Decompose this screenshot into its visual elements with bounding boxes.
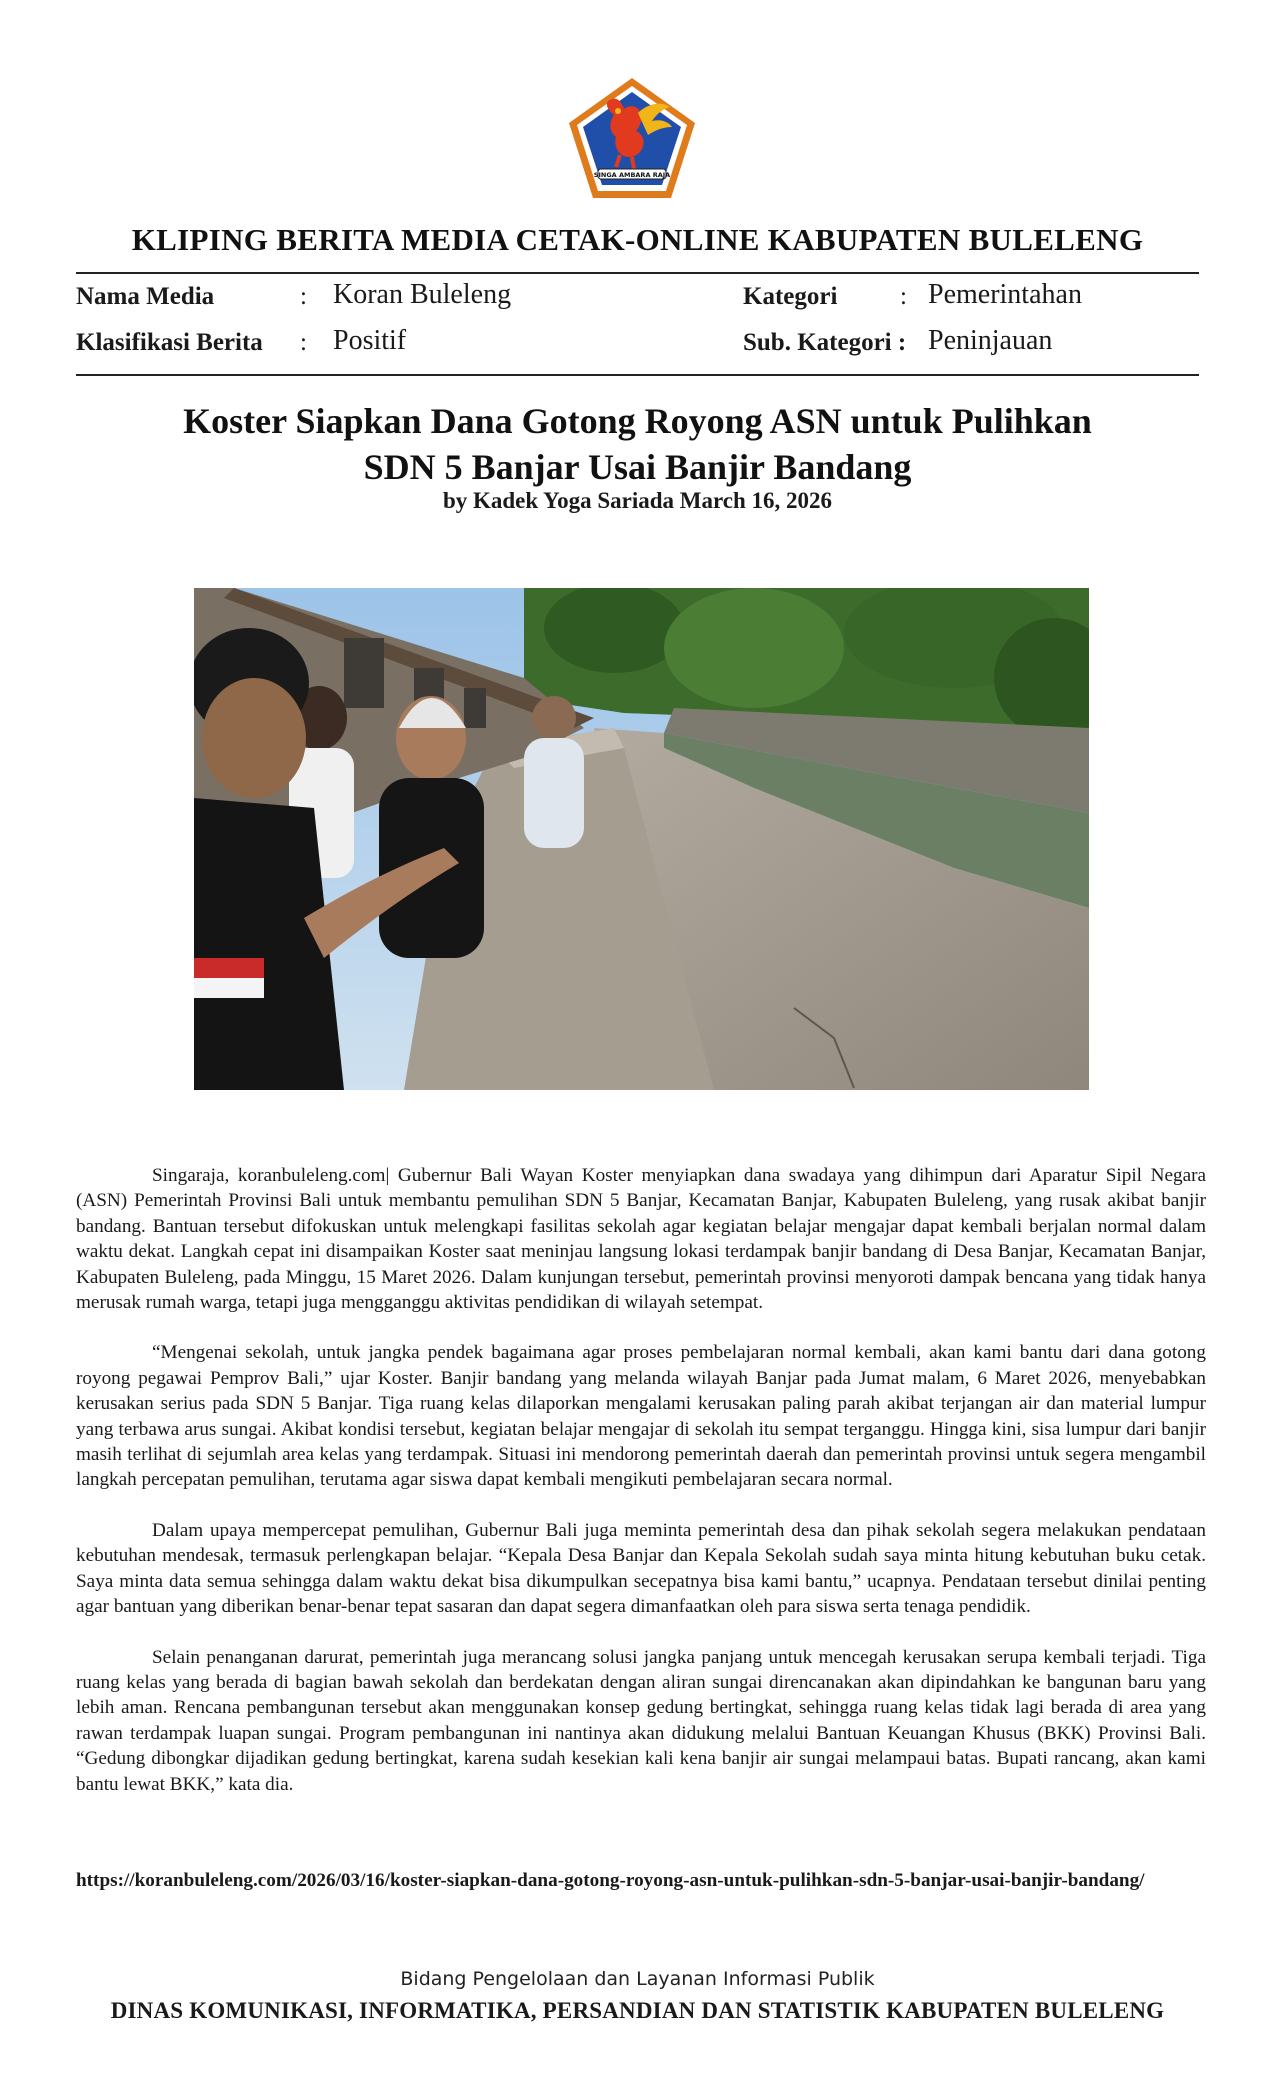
media-name-value: Koran Buleleng [333, 279, 512, 310]
article-body [76, 1163, 1206, 1822]
subcategory-value: Peninjauan [928, 325, 1053, 356]
clipping-header-title: KLIPING BERITA MEDIA CETAK-ONLINE KABUPATEN BULELENG [131, 222, 1144, 257]
classification-colon: : [300, 329, 307, 356]
article-paragraph-3: Dalam upaya mempercepat pemulihan, Gubernur Bali juga meminta pemerintah desa dan pihak sekolah segera melakukan pendataan kebutuhan mendesak, termasuk perlengkapan belajar. “Kepala Desa Banjar dan Kepala Sekolah sudah saya minta hitung kebutuhan buku cetak. Saya minta data semua sehingga dalam waktu dekat bisa dikumpulkan secepatnya bisa kami bantu,” ucapnya. Pendataan tersebut dinilai penting agar bantuan yang diberikan benar-benar tepat sasaran dan dapat segera dimanfaatkan oleh para siswa serta tenaga pendidik. [76, 1519, 1206, 1618]
footer-subtitle: Bidang Pengelolaan dan Layanan Informasi Publik [400, 1968, 875, 1990]
footer-agency-title: DINAS KOMUNIKASI, INFORMATIKA, PERSANDIAN DAN STATISTIK KABUPATEN BULELENG [110, 1998, 1165, 2023]
media-name-label: Nama Media [76, 283, 215, 310]
article-title-line-1: Koster Siapkan Dana Gotong Royong ASN untuk Pulihkan [183, 401, 1092, 441]
category-label: Kategori [743, 283, 838, 310]
category-value: Pemerintahan [928, 279, 1082, 310]
classification-label: Klasifikasi Berita [76, 329, 263, 356]
category-colon: : [900, 283, 907, 310]
logo-motto-text: SINGA AMBARA RAJA [593, 171, 671, 179]
article-paragraph-4: Selain penanganan darurat, pemerintah juga merancang solusi jangka panjang untuk mencegah kerusakan serupa kembali terjadi. Tiga ruang kelas yang berada di bagian bawah sekolah dan berdekatan dengan aliran sungai direncanakan akan dipindahkan ke bangunan baru yang lebih aman. Rencana pembangunan tersebut akan menggunakan konsep gedung bertingkat, sehingga ruang kelas tidak lagi berada di area yang rawan terdampak luapan sungai. Program pembangunan ini nantinya akan didukung melalui Bantuan Keuangan Khusus (BKK) Provinsi Bali. “Gedung dibongkar dijadikan gedung bertingkat, karena sudah kesekian kali kena banjir air sungai melampaui batas. Bupati rancang, akan kami bantu lewat BKK,” kata dia. [76, 1646, 1206, 1795]
article-title [0, 398, 1275, 490]
header-divider-top [76, 272, 1199, 274]
buleleng-emblem-logo [566, 75, 698, 201]
article-source-link[interactable]: https://koranbuleleng.com/2026/03/16/koster-siapkan-dana-gotong-royong-asn-untuk-pulihkan-sdn-5-banjar-usai-banjir-bandang/ [76, 1870, 1145, 1891]
article-title-line-2: SDN 5 Banjar Usai Banjir Bandang [363, 447, 912, 487]
article-paragraph-1: Singaraja, koranbuleleng.com| Gubernur Bali Wayan Koster menyiapkan dana swadaya yang dihimpun dari Aparatur Sipil Negara (ASN) Pemerintah Provinsi Bali untuk membantu pemulihan SDN 5 Banjar, Kecamatan Banjar, Kabupaten Buleleng, yang rusak akibat banjir bandang. Bantuan tersebut difokuskan untuk melengkapi fasilitas sekolah agar kegiatan belajar mengajar dapat kembali berjalan normal dalam waktu dekat. Langkah cepat ini disampaikan Koster saat meninjau langsung lokasi terdampak banjir bandang di Desa Banjar, Kecamatan Banjar, Kabupaten Buleleng, pada Minggu, 15 Maret 2026. Dalam kunjungan tersebut, pemerintah provinsi menyoroti dampak bencana yang tidak hanya merusak rumah warga, tetapi juga mengganggu aktivitas pendidikan di wilayah setempat. [76, 1165, 1206, 1314]
classification-value: Positif [333, 325, 407, 356]
header-divider-bottom [76, 374, 1199, 376]
article-photo [194, 588, 1089, 1090]
article-byline: by Kadek Yoga Sariada March 16, 2026 [442, 488, 833, 513]
subcategory-label: Sub. Kategori : [743, 329, 907, 356]
article-paragraph-2: “Mengenai sekolah, untuk jangka pendek bagaimana agar proses pembelajaran normal kembali, akan kami bantu dari dana gotong royong pegawai Pemprov Bali,” ujar Koster. Banjir bandang yang melanda wilayah Banjar pada Jumat malam, 6 Maret 2026, menyebabkan kerusakan serius pada SDN 5 Banjar. Tiga ruang kelas dilaporkan mengalami kerusakan paling parah akibat terjangan air dan material lumpur yang terbawa arus sungai. Akibat kondisi tersebut, kegiatan belajar mengajar di sekolah itu sempat terganggu. Hingga kini, sisa lumpur dari banjir masih terlihat di sejumlah area kelas yang terdampak. Situasi ini mendorong pemerintah daerah dan pemerintah provinsi untuk segera mengambil langkah percepatan pemulihan, terutama agar siswa dapat kembali mengikuti pembelajaran secara normal. [76, 1342, 1206, 1491]
media-name-colon: : [300, 283, 307, 310]
